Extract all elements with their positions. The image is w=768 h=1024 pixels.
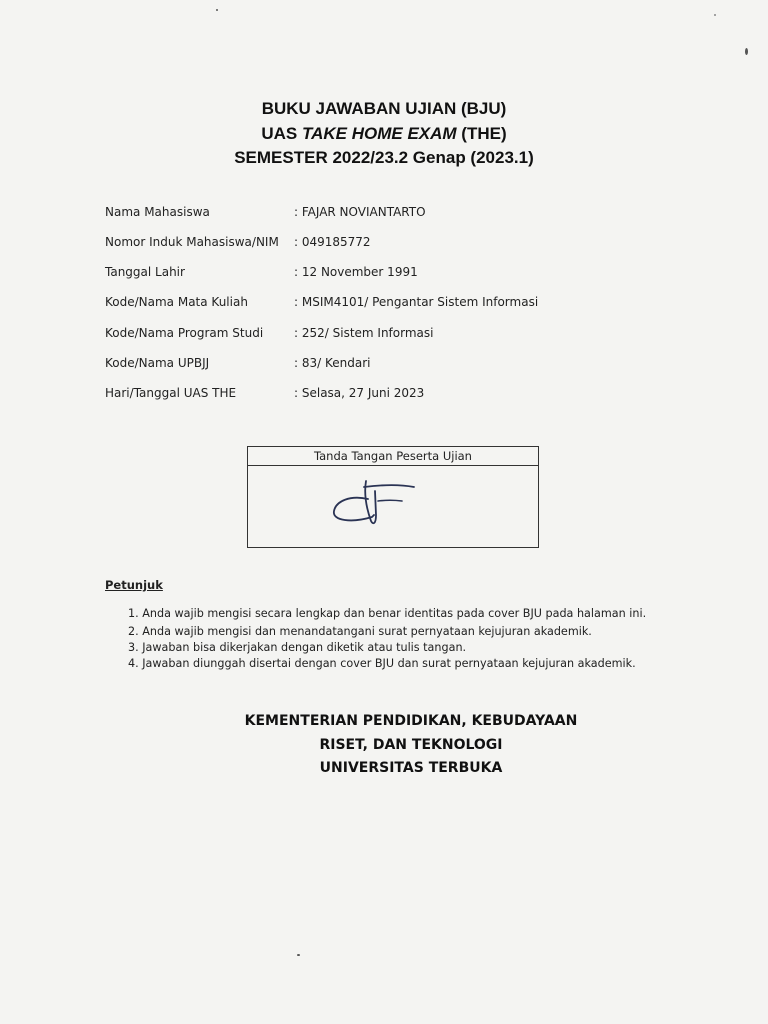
identity-value: : FAJAR NOVIANTARTO: [294, 205, 426, 219]
signature-heading: Tanda Tangan Peserta Ujian: [248, 447, 538, 466]
identity-value: : 252/ Sistem Informasi: [294, 326, 434, 340]
scan-speck: [297, 954, 300, 956]
identity-label: Tanggal Lahir: [105, 265, 185, 279]
instruction-item: 3. Jawaban bisa dikerjakan dengan diketik atau tulis tangan.: [128, 641, 467, 654]
identity-value: : 83/ Kendari: [294, 356, 371, 370]
exam-type-italic: TAKE HOME EXAM: [302, 124, 457, 143]
instruction-item: 2. Anda wajib mengisi dan menandatangani surat pernyataan kejujuran akademik.: [128, 625, 592, 638]
signature-box: [247, 446, 539, 548]
ministry-name-line1: KEMENTERIAN PENDIDIKAN, KEBUDAYAAN: [244, 713, 578, 729]
exam-type-title: [0, 124, 768, 144]
identity-label: Kode/Nama UPBJJ: [105, 356, 210, 370]
identity-label: Hari/Tanggal UAS THE: [105, 386, 237, 400]
handwritten-signature: [328, 477, 438, 537]
university-name: UNIVERSITAS TERBUKA: [319, 760, 503, 776]
identity-value: : 049185772: [294, 235, 371, 249]
scan-speck: [745, 48, 748, 55]
instruction-item: 1. Anda wajib mengisi secara lengkap dan benar identitas pada cover BJU pada halaman ini.: [128, 607, 647, 620]
identity-value: : 12 November 1991: [294, 265, 418, 279]
semester-title: SEMESTER 2022/23.2 Genap (2023.1): [234, 148, 534, 167]
exam-type-prefix: UAS: [261, 124, 302, 143]
identity-value: : MSIM4101/ Pengantar Sistem Informasi: [294, 295, 539, 309]
identity-label: Kode/Nama Program Studi: [105, 326, 264, 340]
exam-type-suffix: (THE): [456, 124, 507, 143]
scan-speck: [216, 9, 218, 11]
instruction-item: 4. Jawaban diunggah disertai dengan cover BJU dan surat pernyataan kejujuran akademik.: [128, 657, 636, 670]
ministry-name-line2: RISET, DAN TEKNOLOGI: [319, 737, 503, 753]
scan-speck: [714, 14, 716, 16]
instructions-heading: Petunjuk: [105, 578, 163, 592]
identity-label: Nomor Induk Mahasiswa/NIM: [105, 235, 279, 249]
identity-label: Kode/Nama Mata Kuliah: [105, 295, 248, 309]
identity-label: Nama Mahasiswa: [105, 205, 210, 219]
document-title: BUKU JAWABAN UJIAN (BJU): [261, 99, 507, 118]
identity-value: : Selasa, 27 Juni 2023: [294, 386, 425, 400]
